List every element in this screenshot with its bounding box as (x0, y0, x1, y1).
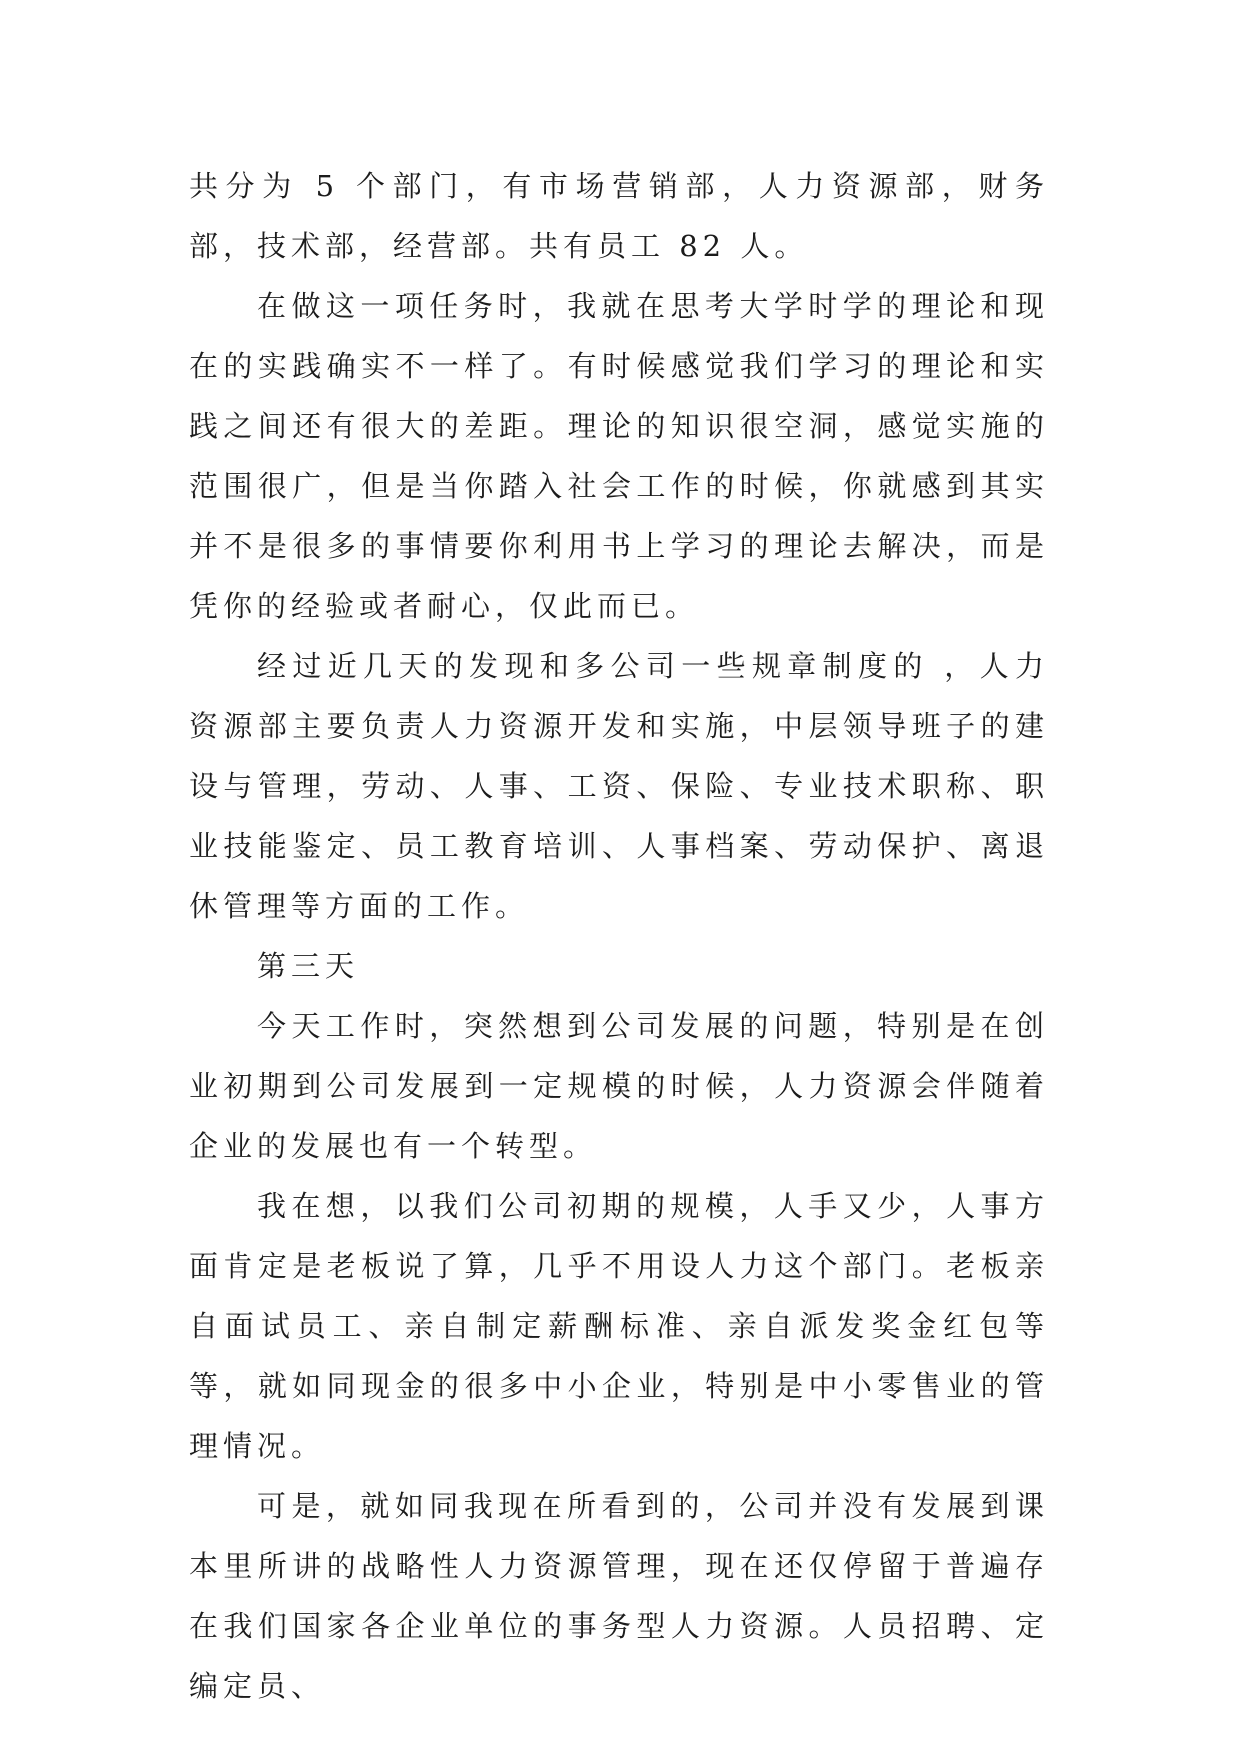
paragraph: 可是，就如同我现在所看到的，公司并没有发展到课本里所讲的战略性人力资源管理，现在还仅停留于普遍存在我们国家各企业单位的事务型人力资源。人员招聘、定编定员、 (189, 1489, 1049, 1703)
paragraph: 在做这一项任务时，我就在思考大学时学的理论和现在的实践确实不一样了。有时候感觉我们学习的理论和实践之间还有很大的差距。理论的知识很空洞，感觉实施的范围很广，但是当你踏入社会工作的时候，你就感到其实并不是很多的事情要你利用书上学习的理论去解决，而是凭你的经验或者耐心，仅此而已。 (189, 289, 1049, 623)
paragraph: 经过近几天的发现和多公司一些规章制度的 ，人力资源部主要负责人力资源开发和实施，中层领导班子的建设与管理，劳动、人事、工资、保险、专业技术职称、职业技能鉴定、员工教育培训、人事档案、劳动保护、离退休管理等方面的工作。 (189, 649, 1049, 923)
paragraph: 今天工作时，突然想到公司发展的问题，特别是在创业初期到公司发展到一定规模的时候，人力资源会伴随着企业的发展也有一个转型。 (189, 1009, 1049, 1163)
document-body (189, 156, 1049, 1716)
paragraph-continuation: 共分为 5 个部门，有市场营销部，人力资源部，财务部，技术部，经营部。共有员工 82 人。 (189, 169, 1049, 263)
section-heading-day-three: 第三天 (257, 949, 360, 983)
paragraph: 我在想，以我们公司初期的规模，人手又少，人事方面肯定是老板说了算，几乎不用设人力这个部门。老板亲自面试员工、亲自制定薪酬标准、亲自派发奖金红包等等，就如同现金的很多中小企业，特别是中小零售业的管理情况。 (189, 1189, 1049, 1463)
